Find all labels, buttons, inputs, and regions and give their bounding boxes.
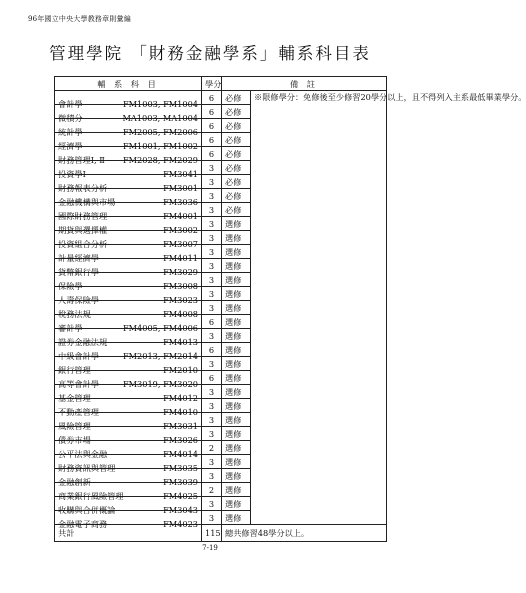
- course-cell: [55, 371, 202, 389]
- course-name: 財務報表分析: [58, 182, 108, 193]
- course-name: 計量經濟學: [58, 252, 99, 263]
- course-credits: 2: [202, 483, 222, 497]
- course-code: FM2010: [163, 364, 198, 375]
- course-code: FM3041: [163, 168, 198, 179]
- course-cell: [55, 357, 202, 375]
- course-type: 必修: [222, 105, 251, 119]
- course-cell: [55, 287, 202, 305]
- course-name: 統計學: [58, 126, 83, 137]
- course-credits: 3: [202, 175, 222, 189]
- course-name: 證券金融法規: [58, 336, 108, 347]
- course-cell: [55, 455, 202, 473]
- course-code: FM3039: [163, 476, 198, 487]
- course-table: [54, 76, 526, 542]
- course-name: 經濟學: [58, 140, 83, 151]
- course-name: 基金管理: [58, 392, 91, 403]
- course-credits: 3: [202, 329, 222, 343]
- course-name: 會計學: [58, 98, 83, 109]
- course-name: 金融電子商務: [58, 518, 108, 529]
- course-name: 貨幣銀行學: [58, 266, 99, 277]
- course-type: 必修: [222, 147, 251, 161]
- course-name: 財務管理Ⅰ, Ⅱ: [58, 154, 105, 165]
- course-credits: 3: [202, 469, 222, 483]
- course-credits: 6: [202, 371, 222, 385]
- course-name: 投資組合分析: [58, 238, 108, 249]
- course-credits: 3: [202, 231, 222, 245]
- course-type: 選修: [222, 329, 251, 343]
- course-name: 微積分: [58, 112, 83, 123]
- course-code: FM3031: [163, 420, 198, 431]
- course-credits: 3: [202, 259, 222, 273]
- course-type: 選修: [222, 483, 251, 497]
- course-cell: [55, 119, 202, 137]
- course-code: FM3023: [163, 294, 198, 305]
- course-name: 投資學Ⅰ: [58, 168, 86, 179]
- course-code: FM4012: [163, 392, 198, 403]
- course-cell: [55, 315, 202, 333]
- course-type: 選修: [222, 315, 251, 329]
- course-type: 必修: [222, 189, 251, 203]
- course-name: 不動產管理: [58, 406, 99, 417]
- course-name: 高等會計學: [58, 378, 99, 389]
- course-credits: 3: [202, 273, 222, 287]
- course-cell: [55, 91, 202, 109]
- course-code: FM3035: [163, 462, 198, 473]
- course-type: 必修: [222, 119, 251, 133]
- course-cell: [55, 105, 202, 123]
- course-type: 必修: [222, 203, 251, 217]
- course-code: FM3036: [163, 196, 198, 207]
- course-type: 選修: [222, 231, 251, 245]
- column-header-course: 輔 系 科 目: [55, 77, 202, 91]
- course-name: 期貨與選擇權: [58, 224, 108, 235]
- course-credits: 3: [202, 245, 222, 259]
- course-type: 選修: [222, 413, 251, 427]
- course-code: FM3026: [163, 434, 198, 445]
- column-header-remarks: 備 註: [222, 77, 387, 91]
- course-name: 收購與合併概論: [58, 504, 116, 515]
- course-type: 選修: [222, 441, 251, 455]
- course-code: FM3029: [163, 266, 198, 277]
- course-cell: [55, 427, 202, 445]
- course-code: FM3008: [163, 280, 198, 291]
- course-table-body: [55, 91, 526, 542]
- total-note: 總共修習48學分以上。: [222, 525, 387, 542]
- course-credits: 6: [202, 315, 222, 329]
- course-name: 債券市場: [58, 434, 91, 445]
- total-label: 共計: [55, 525, 202, 542]
- course-credits: 6: [202, 119, 222, 133]
- course-credits: 3: [202, 497, 222, 511]
- course-cell: [55, 399, 202, 417]
- course-credits: 6: [202, 133, 222, 147]
- course-credits: 3: [202, 511, 222, 525]
- course-type: 選修: [222, 245, 251, 259]
- course-code: FM3001: [163, 182, 198, 193]
- course-type: 選修: [222, 357, 251, 371]
- course-code: FM4025: [163, 490, 198, 501]
- course-credits: 3: [202, 455, 222, 469]
- course-credits: 3: [202, 427, 222, 441]
- course-code: FM4011: [163, 252, 198, 263]
- course-cell: [55, 511, 202, 529]
- course-cell: [55, 161, 202, 179]
- course-credits: 3: [202, 357, 222, 371]
- page-number: 7-19: [202, 544, 218, 552]
- course-name: 稅務法規: [58, 308, 91, 319]
- course-code: FM3002: [163, 224, 198, 235]
- course-cell: [55, 385, 202, 403]
- course-type: 選修: [222, 217, 251, 231]
- course-cell: [55, 133, 202, 151]
- course-credits: 3: [202, 385, 222, 399]
- page-title: 管理學院 「財務金融學系」輔系科目表: [49, 44, 371, 63]
- course-code: FM4023: [163, 518, 198, 529]
- course-code: FM4008: [163, 308, 198, 319]
- course-code: FM2013, FM2014: [122, 350, 198, 361]
- course-type: 必修: [222, 91, 251, 105]
- course-code: FM4010: [163, 406, 198, 417]
- course-name: 國際財務管理: [58, 210, 108, 221]
- course-type: 選修: [222, 259, 251, 273]
- course-code: FM4001: [163, 210, 198, 221]
- course-cell: [55, 343, 202, 361]
- course-name: 風險管理: [58, 420, 91, 431]
- course-cell: [55, 497, 202, 515]
- course-cell: [55, 413, 202, 431]
- course-cell: [55, 203, 202, 221]
- total-credits: 115: [202, 525, 222, 542]
- course-name: 審計學: [58, 322, 83, 333]
- course-code: MA1003, MA1004: [122, 112, 198, 123]
- course-type: 選修: [222, 273, 251, 287]
- table-header-row: [55, 77, 387, 91]
- course-credits: 6: [202, 343, 222, 357]
- course-cell: [55, 259, 202, 277]
- course-type: 選修: [222, 497, 251, 511]
- course-code: FM2005, FM2006: [122, 126, 198, 137]
- course-credits: 3: [202, 203, 222, 217]
- course-name: 金融創新: [58, 476, 91, 487]
- table-row: [55, 91, 387, 105]
- course-name: 保險學: [58, 280, 83, 291]
- course-type: 選修: [222, 455, 251, 469]
- course-name: 公平法與金融: [58, 448, 108, 459]
- course-credits: 3: [202, 217, 222, 231]
- column-header-credits: 學分: [202, 77, 222, 91]
- course-cell: [55, 147, 202, 165]
- course-type: 選修: [222, 399, 251, 413]
- course-type: 必修: [222, 175, 251, 189]
- course-cell: [55, 175, 202, 193]
- course-code: FM4014: [163, 448, 198, 459]
- course-credits: 3: [202, 189, 222, 203]
- course-cell: [55, 189, 202, 207]
- course-code: FM1003, FM1004: [122, 98, 198, 109]
- course-type: 選修: [222, 511, 251, 525]
- course-code: FM1001, FM1002: [122, 140, 198, 151]
- course-credits: 3: [202, 413, 222, 427]
- course-code: FM3019, FM3020: [122, 378, 198, 389]
- course-type: 選修: [222, 427, 251, 441]
- course-credits: 2: [202, 441, 222, 455]
- course-type: 選修: [222, 343, 251, 357]
- course-type: 選修: [222, 371, 251, 385]
- course-type: 選修: [222, 287, 251, 301]
- course-type: 選修: [222, 301, 251, 315]
- course-cell: [55, 301, 202, 319]
- course-type: 必修: [222, 133, 251, 147]
- course-name: 人壽保險學: [58, 294, 99, 305]
- course-credits: 6: [202, 147, 222, 161]
- course-code: FM4013: [163, 336, 198, 347]
- course-type: 選修: [222, 469, 251, 483]
- course-type: 選修: [222, 385, 251, 399]
- course-credits: 6: [202, 105, 222, 119]
- course-code: FM2028, FM2029: [122, 154, 198, 165]
- course-cell: [55, 245, 202, 263]
- course-type: 必修: [222, 161, 251, 175]
- course-cell: [55, 329, 202, 347]
- course-credits: 3: [202, 287, 222, 301]
- course-credits: 3: [202, 399, 222, 413]
- course-cell: [55, 441, 202, 459]
- course-name: 金融機構與市場: [58, 196, 116, 207]
- course-code: FM3043: [163, 504, 198, 515]
- course-cell: [55, 469, 202, 487]
- running-head: 96年國立中央大學教務章則彙編: [28, 15, 131, 23]
- course-cell: [55, 273, 202, 291]
- course-credits: 3: [202, 301, 222, 315]
- course-code: FM4005, FM4006: [122, 322, 198, 333]
- course-cell: [55, 217, 202, 235]
- course-name: 商業銀行風險管理: [58, 490, 124, 501]
- course-credits: 3: [202, 161, 222, 175]
- course-cell: [55, 231, 202, 249]
- course-code: FM3007: [163, 238, 198, 249]
- course-credits: 6: [202, 91, 222, 105]
- remark-note: ※限修學分：免修後至少修習20學分以上，且不得列入主系最低畢業學分。: [251, 91, 387, 525]
- course-cell: [55, 483, 202, 501]
- course-name: 中級會計學: [58, 350, 99, 361]
- course-name: 財務資訊與管理: [58, 462, 116, 473]
- course-name: 銀行管理: [58, 364, 91, 375]
